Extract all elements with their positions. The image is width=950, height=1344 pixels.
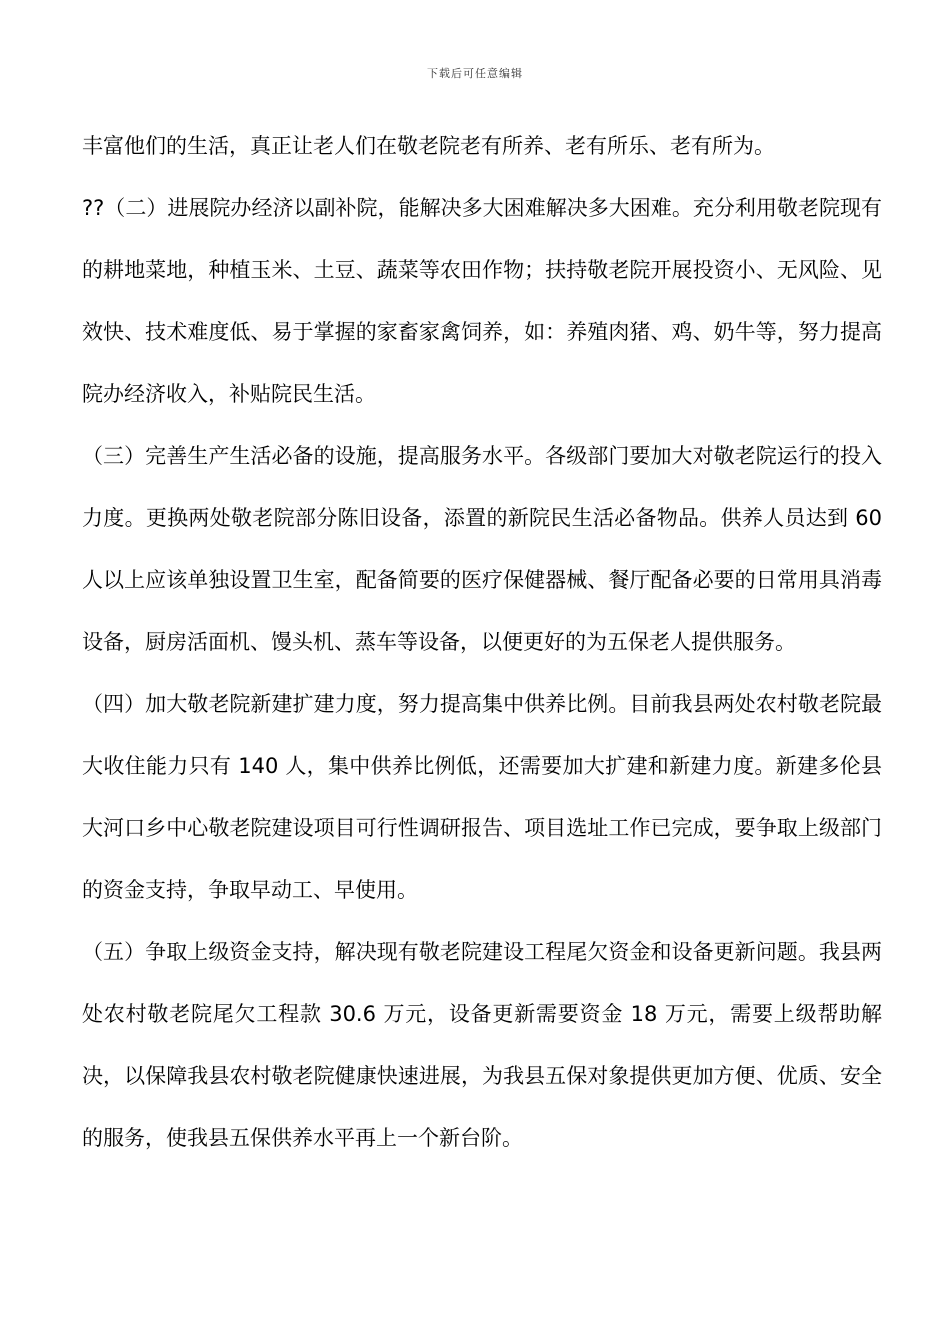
paragraph-4: （四）加大敬老院新建扩建力度，努力提高集中供养比例。目前我县两处农村敬老院最大收住能力只有 140 人，集中供养比例低，还需要加大扩建和新建力度。新建多伦县大河口乡中心敬老院建设项目可行性调研报告、项目选址工作已完成，要争取上级部门的资金支持，争取早动工、早使用。 <box>82 692 882 902</box>
paragraph-5: （五）争取上级资金支持，解决现有敬老院建设工程尾欠资金和设备更新问题。我县两处农村敬老院尾欠工程款 30.6 万元，设备更新需要资金 18 万元，需要上级帮助解决，以保障我县农村敬老院健康快速进展，为我县五保对象提供更加方便、优质、安全的服务，使我县五保供养水平再上一个新台阶。 <box>82 940 882 1150</box>
document-body <box>82 115 882 1169</box>
page-header: 下载后可任意编辑 <box>427 67 523 80</box>
paragraph-1: 丰富他们的生活，真正让老人们在敬老院老有所养、老有所乐、老有所为。 <box>82 134 775 158</box>
paragraph-2: ??（二）进展院办经济以副补院，能解决多大困难解决多大困难。充分利用敬老院现有的耕地菜地，种植玉米、土豆、蔬菜等农田作物；扶持敬老院开展投资小、无风险、见效快、技术难度低、易于掌握的家畜家禽饲养，如：养殖肉猪、鸡、奶牛等，努力提高院办经济收入，补贴院民生活。 <box>82 196 882 406</box>
paragraph-3: （三）完善生产生活必备的设施，提高服务水平。各级部门要加大对敬老院运行的投入力度。更换两处敬老院部分陈旧设备，添置的新院民生活必备物品。供养人员达到 60 人以上应该单独设置卫生室，配备简要的医疗保健器械、餐厅配备必要的日常用具消毒设备，厨房活面机、馒头机、蒸车等设备，以便更好的为五保老人提供服务。 <box>82 444 882 654</box>
